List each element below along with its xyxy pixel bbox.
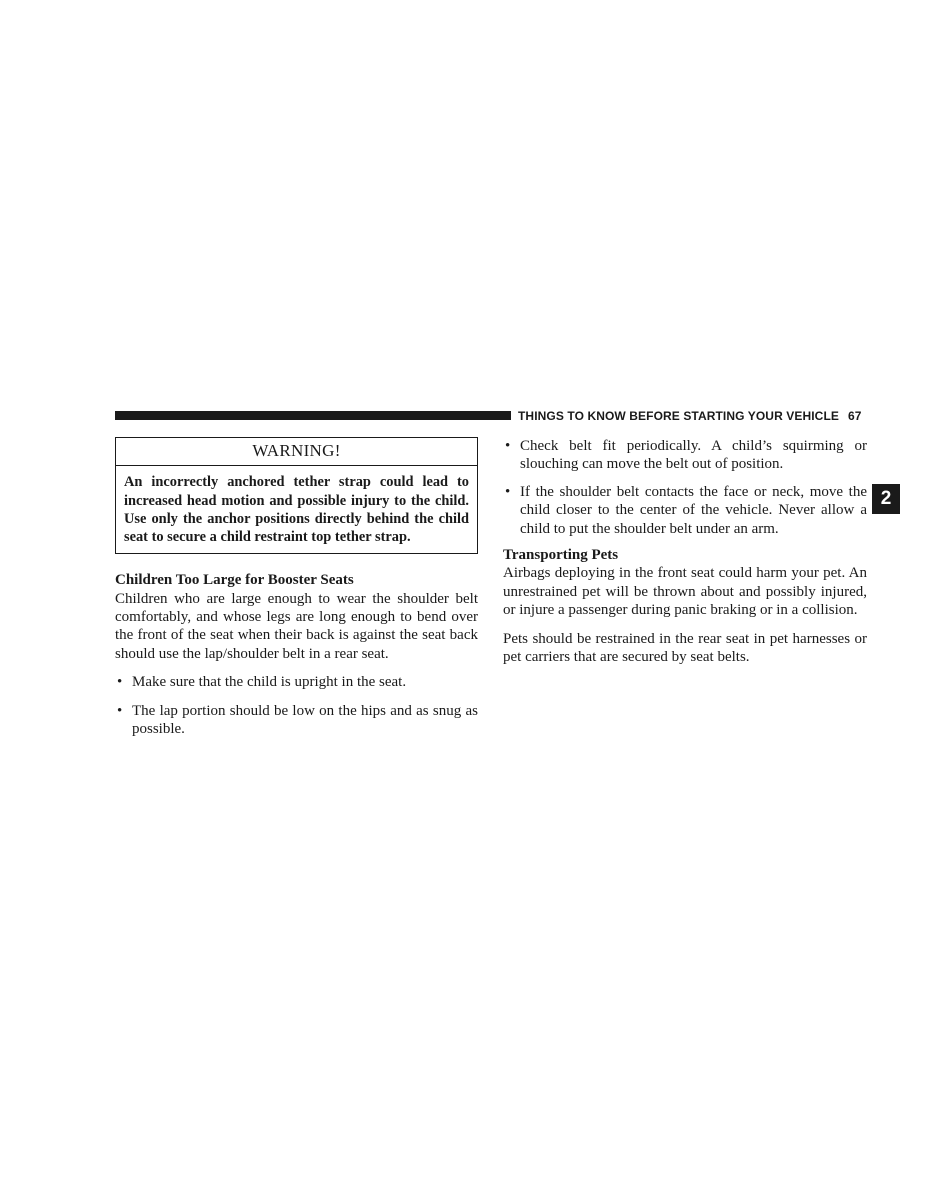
running-header xyxy=(518,409,862,423)
right-column xyxy=(503,437,867,666)
pets-paragraph-1: Airbags deploying in the front seat could harm your pet. An unrestrained pet will be thrown about and possibly injured, or injure a passenger during panic braking or in a collision. xyxy=(503,565,867,619)
bullet-icon: • xyxy=(117,674,123,691)
section-heading-pets: Transporting Pets xyxy=(503,547,619,564)
page-number: 67 xyxy=(847,409,862,423)
list-item: • Make sure that the child is upright in the seat. xyxy=(117,674,407,691)
section-title: THINGS TO KNOW BEFORE STARTING YOUR VEHICLE xyxy=(518,409,839,423)
right-bullet-list xyxy=(503,437,867,538)
warning-title: WARNING! xyxy=(116,438,477,466)
header-rule xyxy=(115,411,511,420)
warning-box xyxy=(115,437,478,554)
left-bullet-list xyxy=(115,673,478,738)
bullet-icon: • xyxy=(505,483,511,500)
bullet-icon: • xyxy=(117,702,123,719)
list-item: • Check belt fit periodically. A child’s squirming or slouching can move the belt out of position. xyxy=(505,438,867,473)
booster-paragraph: Children who are large enough to wear the shoulder belt comfortably, and whose legs are long enough to bend over the front of the seat when their back is against the seat back should use the lap/shoulder belt in a rear seat. xyxy=(115,590,478,662)
chapter-tab: 2 xyxy=(872,484,900,514)
section-heading-booster: Children Too Large for Booster Seats xyxy=(115,572,354,589)
list-item: • The lap portion should be low on the hips and as snug as possible. xyxy=(117,702,478,738)
warning-body: An incorrectly anchored tether strap could lead to increased head motion and possible injury to the child. Use only the anchor positions directly behind the child seat to secure a child restraint top tether strap. xyxy=(124,474,469,546)
bullet-icon: • xyxy=(505,438,511,454)
list-item: • If the shoulder belt contacts the face or neck, move the child closer to the center of the vehicle. Never allow a child to put the shoulder belt under an arm. xyxy=(505,483,867,537)
left-column xyxy=(115,437,478,738)
pets-paragraph-2: Pets should be restrained in the rear seat in pet harnesses or pet carriers that are secured by seat belts. xyxy=(503,630,867,666)
